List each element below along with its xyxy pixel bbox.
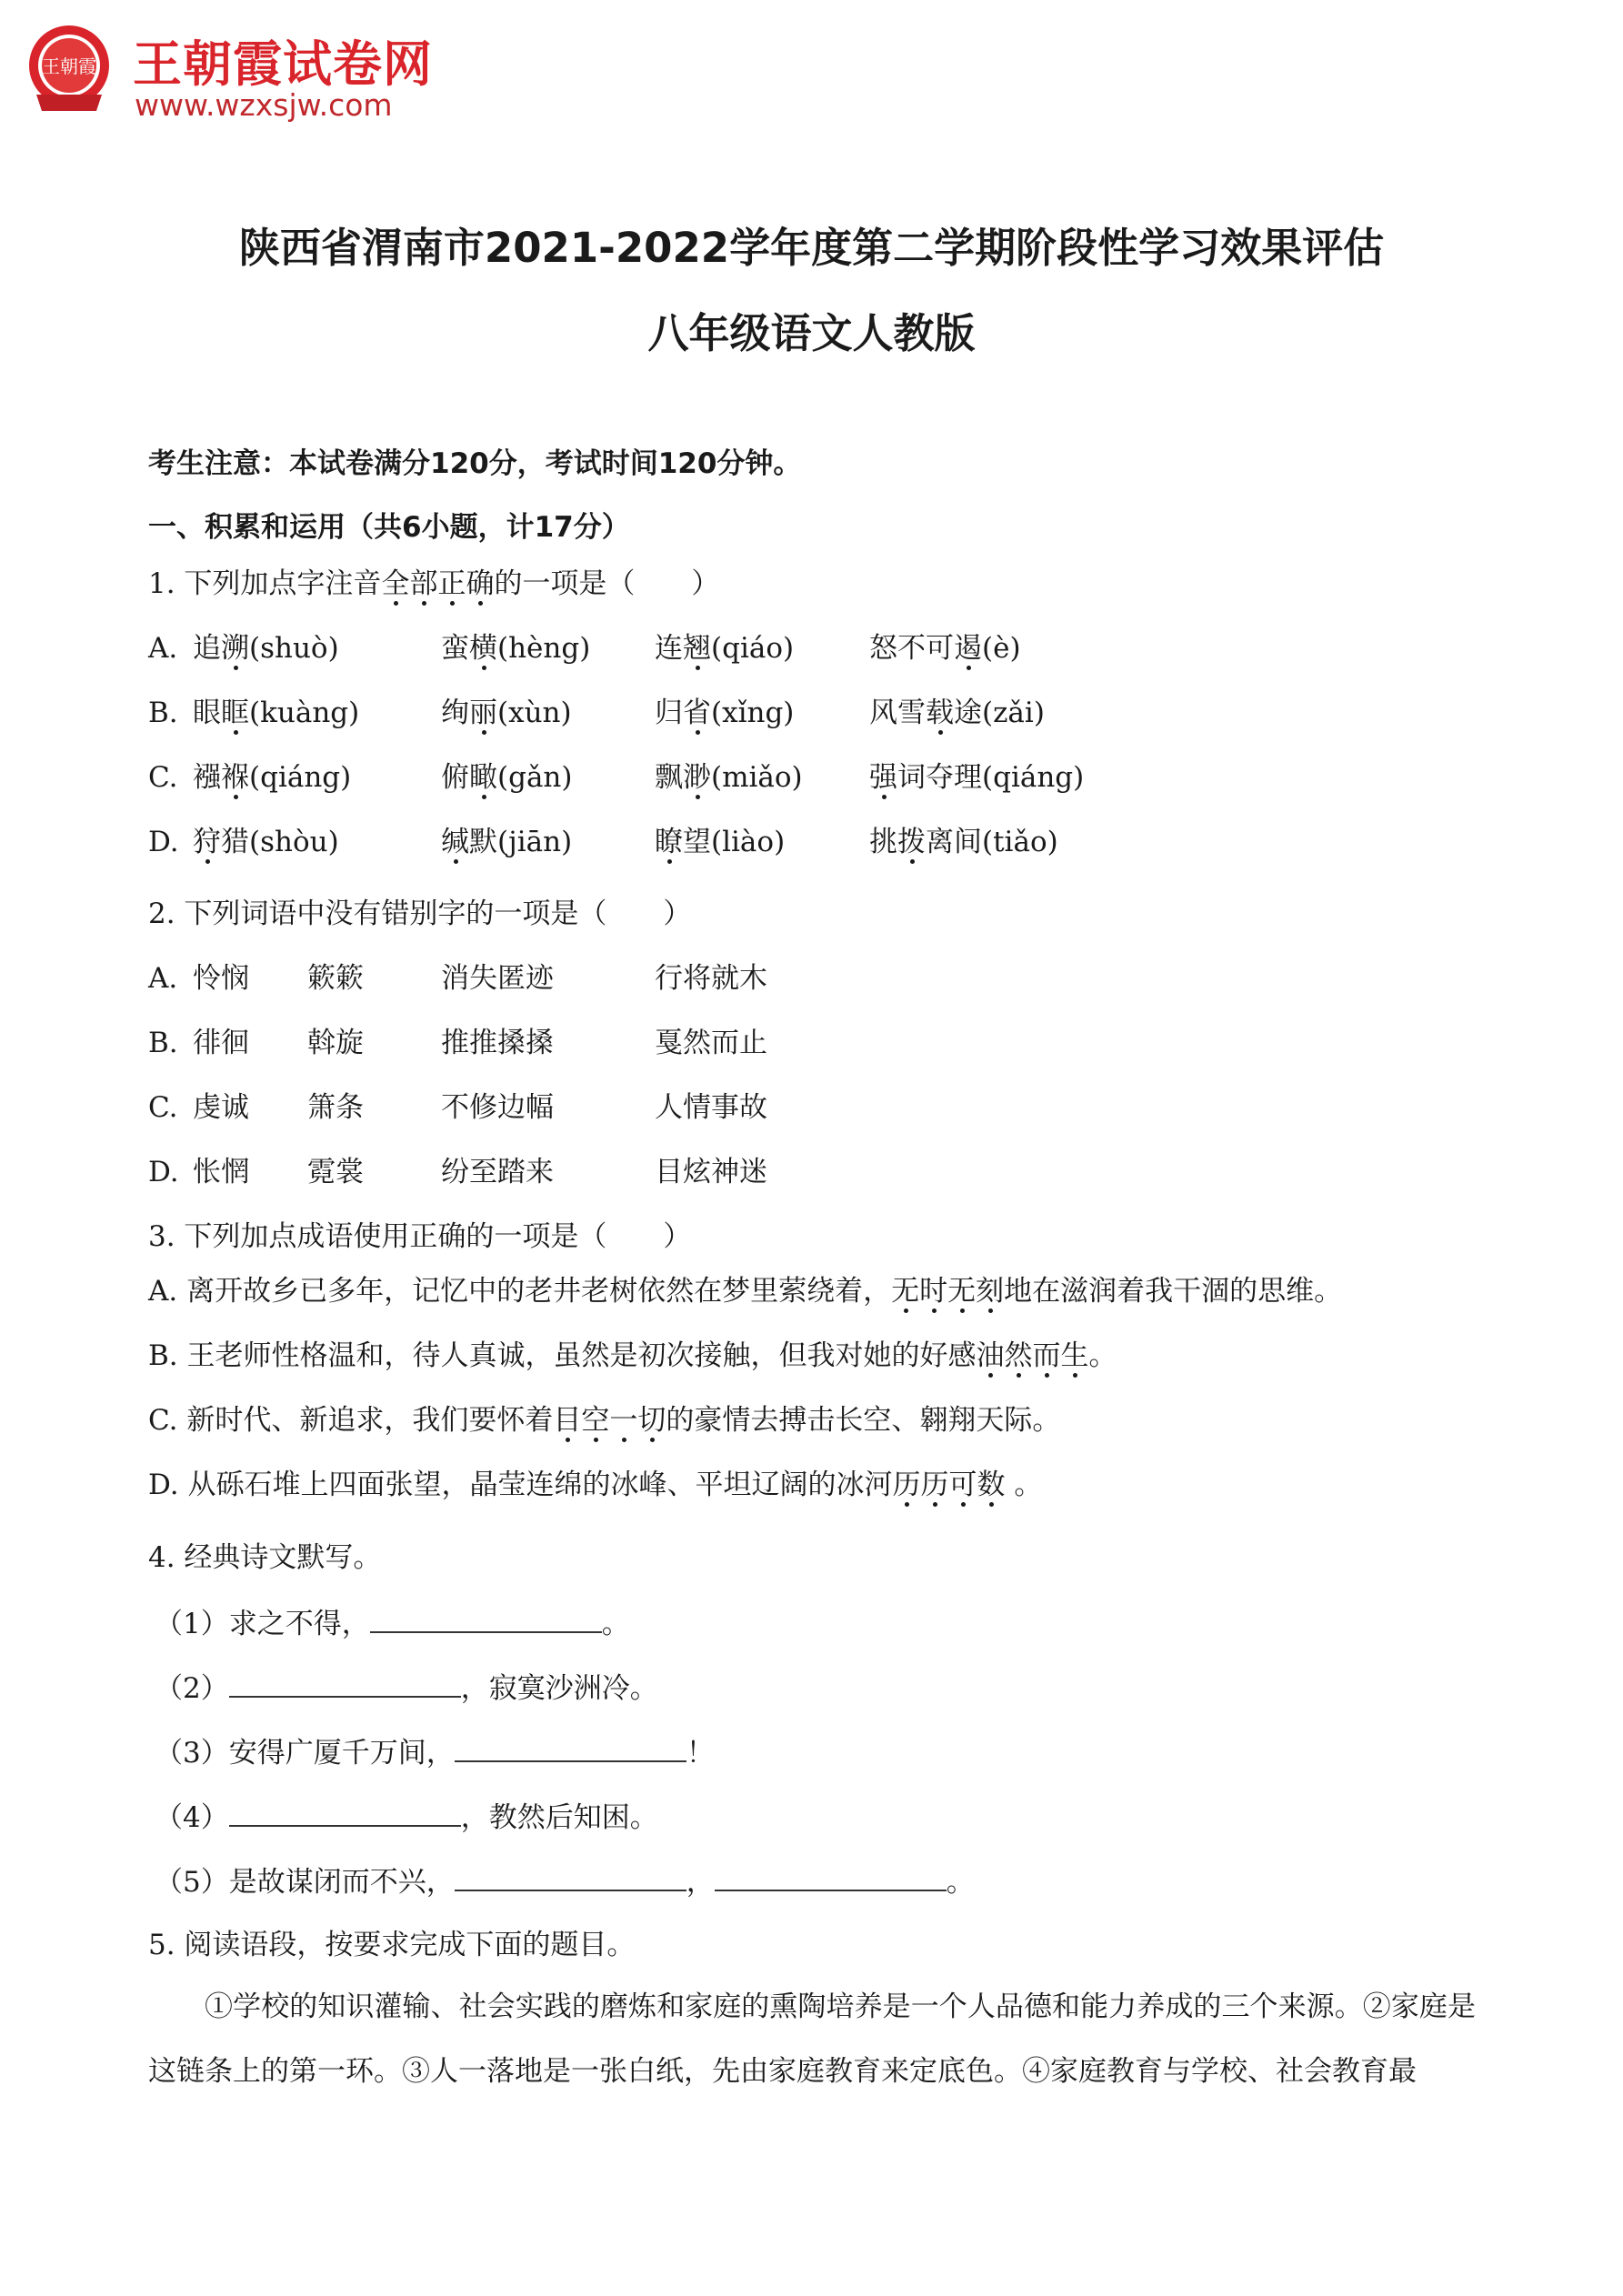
option-word: 箫条 bbox=[307, 1091, 364, 1124]
reading-paragraph: ①学校的知识灌输、社会实践的磨炼和家庭的熏陶培养是一个人品德和能力养成的三个来源。②家庭是这链条上的第一环。③人一落地是一张白纸，先由家庭教育来定底色。④家庭教育与学校、社会教育最 bbox=[148, 1990, 1476, 2088]
question-3-stem: 3. 下列加点成语使用正确的一项是（ ） bbox=[148, 1220, 692, 1253]
svg-text:王朝霞: 王朝霞 bbox=[42, 55, 96, 77]
option-item: 风雪载途(zǎi) bbox=[869, 697, 1045, 729]
recitation-item: （2） ，寂寞沙洲冷。 bbox=[155, 1669, 658, 1707]
recitation-item: （3）安得广厦千万间， ！ bbox=[155, 1733, 715, 1771]
option-word: 簌簌 bbox=[307, 962, 364, 995]
exam-notice: 考生注意：本试卷满分120分，考试时间120分钟。 bbox=[148, 447, 802, 480]
option-sentence: B. 王老师性格温和，待人真诚，虽然是初次接触，但我对她的好感油然而生。 bbox=[148, 1339, 1117, 1372]
option-word: 推推搡搡 bbox=[441, 1027, 554, 1059]
option-item: 归省(xǐng) bbox=[655, 697, 795, 729]
option-letter: C. bbox=[148, 761, 178, 794]
option-word: 斡旋 bbox=[307, 1027, 364, 1059]
option-word: 戛然而止 bbox=[655, 1027, 767, 1059]
option-word: 怅惘 bbox=[193, 1156, 249, 1188]
option-word: 行将就木 bbox=[655, 962, 767, 995]
answer-blank[interactable] bbox=[229, 1669, 461, 1698]
option-word: 徘徊 bbox=[193, 1027, 249, 1059]
option-item: 缄默(jiān) bbox=[441, 826, 573, 858]
option-item: 连翘(qiáo) bbox=[655, 632, 795, 665]
answer-blank[interactable] bbox=[229, 1798, 461, 1827]
option-word: 目炫神迷 bbox=[655, 1156, 767, 1188]
recitation-item: （1）求之不得， 。 bbox=[155, 1604, 630, 1642]
exam-subtitle: 八年级语文人教版 bbox=[647, 309, 976, 357]
option-sentence: A. 离开故乡已多年，记忆中的老井老树依然在梦里萦绕着，无时无刻地在滋润着我干涸的思维。 bbox=[148, 1275, 1343, 1308]
logo-badge-icon bbox=[24, 24, 115, 115]
option-word: 人情事故 bbox=[655, 1091, 767, 1124]
exam-title: 陕西省渭南市2021-2022学年度第二学期阶段性学习效果评估 bbox=[238, 224, 1385, 272]
option-letter: B. bbox=[148, 697, 178, 729]
option-word: 不修边幅 bbox=[441, 1091, 554, 1124]
option-letter: A. bbox=[148, 632, 178, 665]
option-letter: A. bbox=[148, 962, 178, 995]
option-item: 俯瞰(gǎn) bbox=[441, 761, 573, 794]
dotted-idiom: 历历可数 bbox=[892, 1469, 1006, 1501]
recitation-item: （4） ，教然后知困。 bbox=[155, 1798, 658, 1836]
recitation-item: （5）是故谋闭而不兴， ， 。 bbox=[155, 1862, 975, 1900]
answer-blank[interactable] bbox=[715, 1862, 947, 1891]
answer-blank[interactable] bbox=[455, 1862, 686, 1891]
option-word: 霓裳 bbox=[307, 1156, 364, 1188]
question-2-stem: 2. 下列词语中没有错别字的一项是（ ） bbox=[148, 897, 692, 930]
option-item: 追溯(shuò) bbox=[193, 632, 339, 665]
option-letter: C. bbox=[148, 1091, 178, 1124]
option-word: 虔诚 bbox=[193, 1091, 249, 1124]
option-item: 飘渺(miǎo) bbox=[655, 761, 803, 794]
question-4-stem: 4. 经典诗文默写。 bbox=[148, 1541, 382, 1574]
option-item: 强词夺理(qiáng) bbox=[869, 761, 1085, 794]
answer-blank[interactable] bbox=[455, 1733, 686, 1762]
logo-title: 王朝霞试卷网 bbox=[133, 35, 433, 93]
logo-url[interactable]: www.wzxsjw.com bbox=[135, 87, 393, 123]
question-5-stem: 5. 阅读语段，按要求完成下面的题目。 bbox=[148, 1929, 636, 1961]
dotted-phrase: 全部正确 bbox=[381, 567, 495, 600]
option-sentence: C. 新时代、新追求，我们要怀着目空一切的豪情去搏击长空、翱翔天际。 bbox=[148, 1404, 1061, 1437]
option-letter: D. bbox=[148, 826, 179, 858]
option-item: 蛮横(hèng) bbox=[441, 632, 591, 665]
option-item: 绚丽(xùn) bbox=[441, 697, 572, 729]
option-item: 眼眶(kuàng) bbox=[193, 697, 360, 729]
site-logo[interactable] bbox=[24, 24, 460, 123]
option-word: 怜悯 bbox=[193, 962, 249, 995]
dotted-idiom: 油然而生 bbox=[976, 1339, 1089, 1372]
option-item: 挑拨离间(tiǎo) bbox=[869, 826, 1058, 858]
option-item: 瞭望(liào) bbox=[655, 826, 786, 858]
option-item: 怒不可遏(è) bbox=[869, 632, 1021, 665]
dotted-idiom: 无时无刻 bbox=[891, 1275, 1005, 1308]
option-letter: D. bbox=[148, 1156, 179, 1188]
option-sentence: D. 从砾石堆上四面张望，晶莹连绵的冰峰、平坦辽阔的冰河历历可数 。 bbox=[148, 1469, 1043, 1501]
question-1-stem: 1. 下列加点字注音全部正确的一项是（ ） bbox=[148, 567, 720, 600]
section-heading: 一、积累和运用（共6小题，计17分） bbox=[148, 511, 630, 544]
option-item: 狩猎(shòu) bbox=[193, 826, 339, 858]
answer-blank[interactable] bbox=[370, 1604, 602, 1633]
option-letter: B. bbox=[148, 1027, 178, 1059]
option-word: 纷至踏来 bbox=[441, 1156, 554, 1188]
dotted-idiom: 目空一切 bbox=[553, 1404, 666, 1437]
option-word: 消失匿迹 bbox=[441, 962, 554, 995]
option-item: 襁褓(qiáng) bbox=[193, 761, 352, 794]
